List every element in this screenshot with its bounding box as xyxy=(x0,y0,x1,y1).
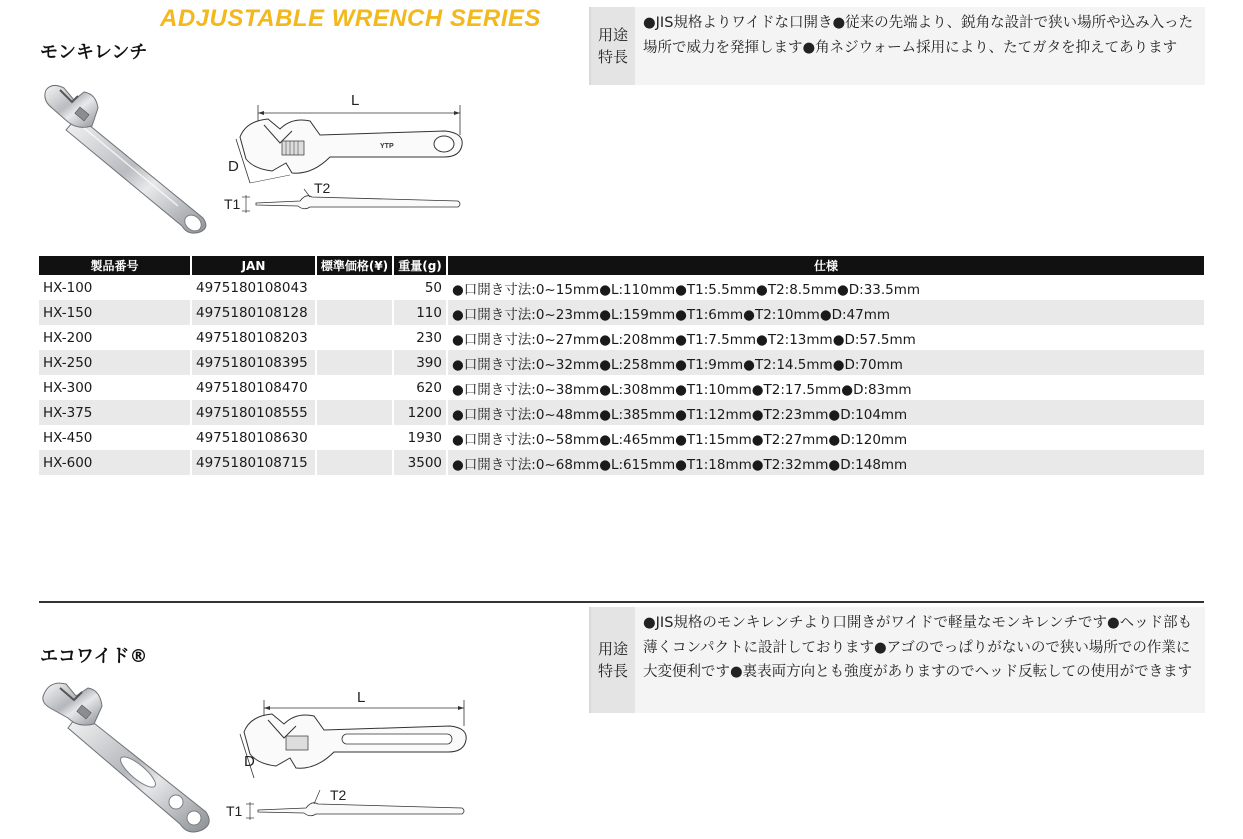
cell-weight: 1930 xyxy=(393,425,447,450)
cell-spec: ●口開き寸法:0~58mm●L:465mm●T1:15mm●T2:27mm●D:120mm xyxy=(447,425,1204,450)
cell-price xyxy=(316,375,393,400)
brand-mark: YTP xyxy=(380,143,394,150)
eco-wrench-dimension-diagram xyxy=(222,686,472,831)
feature-label xyxy=(591,607,635,713)
table-row xyxy=(39,275,1204,300)
cell-spec: ●口開き寸法:0~32mm●L:258mm●T1:9mm●T2:14.5mm●D:70mm xyxy=(447,350,1204,375)
header-product-code: 製品番号 xyxy=(39,256,191,275)
cell-weight: 230 xyxy=(393,325,447,350)
dimension-label-d: D xyxy=(244,753,255,770)
cell-code: HX-150 xyxy=(39,300,191,325)
cell-weight: 620 xyxy=(393,375,447,400)
table-row xyxy=(39,375,1204,400)
dimension-label-l: L xyxy=(357,689,366,706)
cell-code: HX-375 xyxy=(39,400,191,425)
feature-label-use: 用途 xyxy=(597,26,628,44)
cell-price xyxy=(316,425,393,450)
cell-weight: 390 xyxy=(393,350,447,375)
cell-weight: 3500 xyxy=(393,450,447,475)
feature-label-use: 用途 xyxy=(597,640,628,658)
cell-price xyxy=(316,350,393,375)
cell-weight: 50 xyxy=(393,275,447,300)
dimension-label-t1: T1 xyxy=(226,803,243,819)
header-weight: 重量(g) xyxy=(393,256,447,275)
product-name-monkey-wrench: モンキレンチ xyxy=(40,42,148,63)
feature-text: ●JIS規格のモンキレンチより口開きがワイドで軽量なモンキレンチです●ヘッド部も薄くコンパクトに設計しております●アゴのでっぱりがないので狭い場所での作業に大変便利です●裏表両方向とも強度がありますのでヘッド反転しての使用ができます xyxy=(635,607,1205,713)
cell-spec: ●口開き寸法:0~23mm●L:159mm●T1:6mm●T2:10mm●D:47mm xyxy=(447,300,1204,325)
wrench-dimension-diagram xyxy=(220,85,470,220)
cell-code: HX-200 xyxy=(39,325,191,350)
dimension-label-t1: T1 xyxy=(224,196,241,212)
header-price: 標準価格(¥) xyxy=(316,256,393,275)
cell-jan: 4975180108128 xyxy=(191,300,316,325)
table-row xyxy=(39,325,1204,350)
cell-jan: 4975180108203 xyxy=(191,325,316,350)
dimension-label-t2: T2 xyxy=(330,787,347,803)
cell-weight: 110 xyxy=(393,300,447,325)
cell-code: HX-250 xyxy=(39,350,191,375)
cell-price xyxy=(316,400,393,425)
table-row xyxy=(39,450,1204,475)
table-header-row xyxy=(39,256,1204,275)
dimension-label-t2: T2 xyxy=(314,180,331,196)
feature-label-features: 特長 xyxy=(597,48,628,66)
cell-spec: ●口開き寸法:0~15mm●L:110mm●T1:5.5mm●T2:8.5mm●D:33.5mm xyxy=(447,275,1204,300)
feature-label xyxy=(591,7,635,85)
header-spec: 仕様 xyxy=(447,256,1204,275)
wrench-photo xyxy=(38,78,218,238)
cell-jan: 4975180108395 xyxy=(191,350,316,375)
table-row xyxy=(39,425,1204,450)
feature-box xyxy=(589,607,1205,713)
table-row xyxy=(39,300,1204,325)
table-row xyxy=(39,350,1204,375)
cell-spec: ●口開き寸法:0~38mm●L:308mm●T1:10mm●T2:17.5mm●D:83mm xyxy=(447,375,1204,400)
cell-price xyxy=(316,275,393,300)
cell-jan: 4975180108043 xyxy=(191,275,316,300)
cell-code: HX-450 xyxy=(39,425,191,450)
cell-code: HX-300 xyxy=(39,375,191,400)
cell-price xyxy=(316,300,393,325)
cell-jan: 4975180108630 xyxy=(191,425,316,450)
spec-table xyxy=(39,256,1204,475)
cell-jan: 4975180108470 xyxy=(191,375,316,400)
feature-box xyxy=(589,7,1205,85)
cell-jan: 4975180108555 xyxy=(191,400,316,425)
cell-price xyxy=(316,450,393,475)
product-name-eco-wide: エコワイド® xyxy=(40,646,148,667)
cell-spec: ●口開き寸法:0~68mm●L:615mm●T1:18mm●T2:32mm●D:148mm xyxy=(447,450,1204,475)
feature-label-features: 特長 xyxy=(597,662,628,680)
section-divider xyxy=(39,601,1204,603)
series-title: ADJUSTABLE WRENCH SERIES xyxy=(160,5,541,32)
feature-text: ●JIS規格よりワイドな口開き●従来の先端より、鋭角な設計で狭い場所や込み入った場所で威力を発揮します●角ネジウォーム採用により、たてガタを抑えてあります xyxy=(635,7,1205,85)
cell-price xyxy=(316,325,393,350)
dimension-label-l: L xyxy=(351,92,360,109)
table-row xyxy=(39,400,1204,425)
cell-weight: 1200 xyxy=(393,400,447,425)
cell-spec: ●口開き寸法:0~27mm●L:208mm●T1:7.5mm●T2:13mm●D:57.5mm xyxy=(447,325,1204,350)
cell-code: HX-100 xyxy=(39,275,191,300)
cell-code: HX-600 xyxy=(39,450,191,475)
header-jan: JAN xyxy=(191,256,316,275)
cell-spec: ●口開き寸法:0~48mm●L:385mm●T1:12mm●T2:23mm●D:104mm xyxy=(447,400,1204,425)
dimension-label-d: D xyxy=(228,158,239,175)
eco-wrench-photo xyxy=(38,672,218,837)
cell-jan: 4975180108715 xyxy=(191,450,316,475)
